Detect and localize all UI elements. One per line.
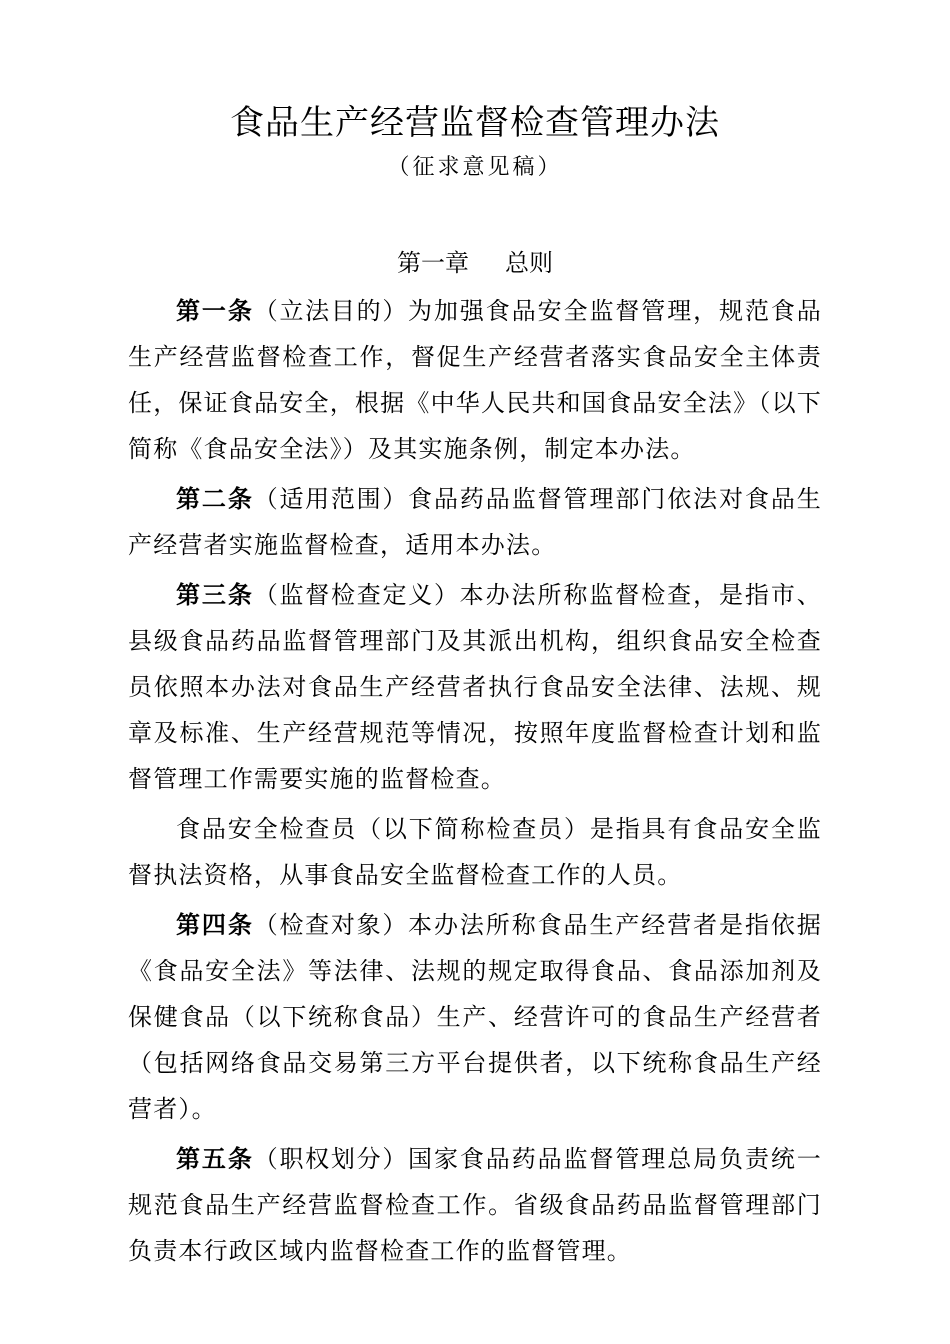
article-number: 第五条	[176, 1145, 254, 1173]
article-4	[128, 902, 822, 1132]
article-topic: （立法目的）	[253, 297, 409, 325]
article-topic: （监督检查定义）	[253, 581, 460, 609]
article-3	[128, 572, 822, 802]
article-5	[128, 1136, 822, 1274]
article-text: 为加强食品安全监督管理，规范食品生产经营监督检查工作，督促生产经营者落实食品安全主体责任，保证食品安全，根据《中华人民共和国食品安全法》（以下简称《食品安全法》）及其实施条例，制定本办法。	[128, 297, 822, 463]
article-1	[128, 288, 822, 472]
document-title: 食品生产经营监督检查管理办法	[230, 103, 720, 143]
article-3-continuation: 食品安全检查员（以下简称检查员）是指具有食品安全监督执法资格，从事食品安全监督检查工作的人员。	[128, 815, 822, 889]
chapter-name: 总则	[505, 249, 553, 277]
article-text: 本办法所称食品生产经营者是指依据《食品安全法》等法律、法规的规定取得食品、食品添加剂及保健食品（以下统称食品）生产、经营许可的食品生产经营者（包括网络食品交易第三方平台提供者，以下统称食品生产经营者）。	[128, 911, 822, 1123]
article-number: 第一条	[176, 297, 254, 325]
article-topic: （检查对象）	[253, 911, 409, 939]
document-body	[128, 288, 822, 1278]
article-number: 第三条	[176, 581, 254, 609]
chapter-number: 第一章	[397, 249, 469, 277]
article-number: 第四条	[176, 911, 254, 939]
article-2	[128, 476, 822, 568]
article-number: 第二条	[176, 485, 254, 513]
chapter-heading	[0, 243, 950, 283]
article-topic: （职权划分）	[253, 1145, 409, 1173]
article-text: 食品药品监督管理部门依法对食品生产经营者实施监督检查，适用本办法。	[128, 485, 822, 559]
article-text: 本办法所称监督检查，是指市、县级食品药品监督管理部门及其派出机构，组织食品安全检查员依照本办法对食品生产经营者执行食品安全法律、法规、规章及标准、生产经营规范等情况，按照年度监督检查计划和监督管理工作需要实施的监督检查。	[128, 581, 822, 793]
document-subtitle: （征求意见稿）	[387, 155, 563, 180]
article-text: 国家食品药品监督管理总局负责统一规范食品生产经营监督检查工作。省级食品药品监督管理部门负责本行政区域内监督检查工作的监督管理。	[128, 1145, 822, 1265]
article-topic: （适用范围）	[253, 485, 409, 513]
